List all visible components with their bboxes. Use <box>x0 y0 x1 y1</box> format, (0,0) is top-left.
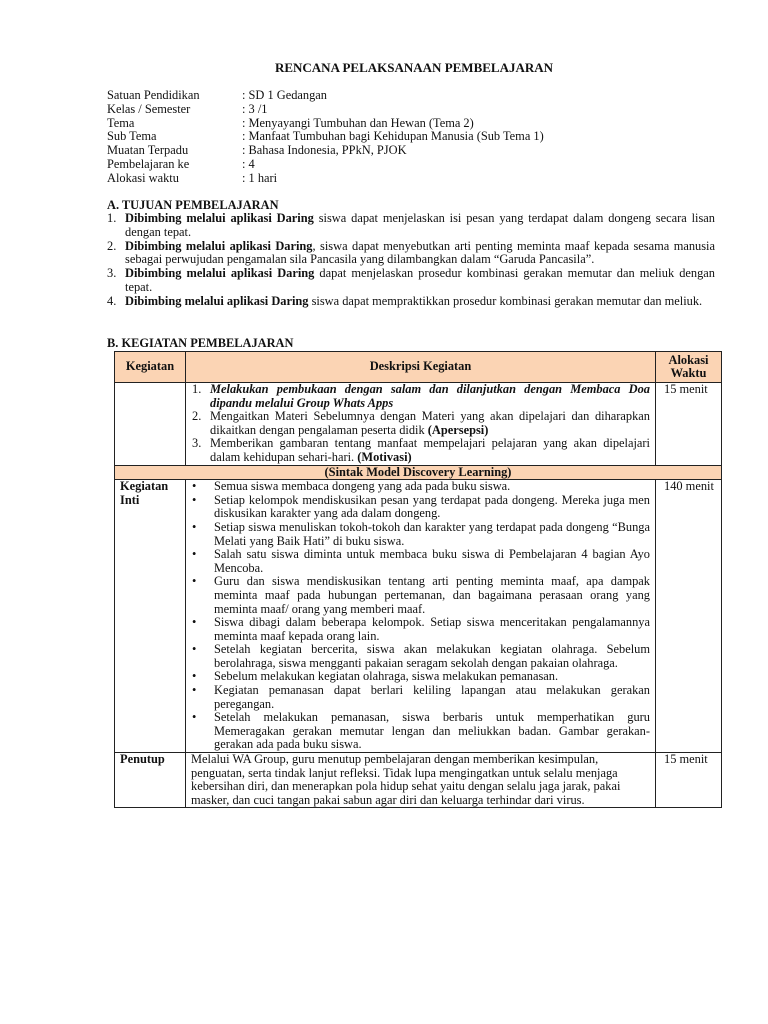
list-item <box>188 437 650 464</box>
item-text: Siswa dibagi dalam beberapa kelompok. Setiap siswa menceritakan pengalamannya meminta maaf kepada orang lain. <box>214 615 650 643</box>
bullet-icon: • <box>192 479 197 494</box>
core-activity-list <box>188 480 650 752</box>
item-number: 2. <box>107 238 117 253</box>
table-row <box>115 383 722 466</box>
row-label <box>115 383 186 466</box>
item-number: 4. <box>107 293 117 308</box>
list-item <box>107 267 715 295</box>
list-item <box>188 480 650 494</box>
bullet-icon: • <box>192 642 197 657</box>
bullet-icon: • <box>192 669 197 684</box>
bullet-icon: • <box>192 615 197 630</box>
info-row <box>107 158 544 172</box>
list-item <box>188 616 650 643</box>
activity-table <box>114 351 722 808</box>
item-text: Setelah kegiatan bercerita, siswa akan melakukan kegiatan olahraga. Sebelum berolahraga, siswa mengganti pakaian seragam sekolah dengan pakaian olahraga. <box>214 642 650 670</box>
list-item <box>188 643 650 670</box>
list-item <box>107 295 715 309</box>
info-value: : Manfaat Tumbuhan bagi Kehidupan Manusia (Sub Tema 1) <box>242 129 544 144</box>
list-item <box>107 240 715 268</box>
list-item <box>107 212 715 240</box>
list-item <box>188 684 650 711</box>
info-value: : SD 1 Gedangan <box>242 88 327 102</box>
info-label: Alokasi waktu <box>107 170 179 185</box>
page-title: RENCANA PELAKSANAAN PEMBELAJARAN <box>274 60 554 75</box>
info-label: Sub Tema <box>107 129 157 144</box>
item-body: siswa dapat mempraktikkan prosedur kombinasi gerakan memutar dan meliuk. <box>308 293 703 308</box>
bullet-icon: • <box>192 710 197 725</box>
item-body: Memberikan gambaran tentang manfaat mempelajari pelajaran yang akan dipelajari dalam kehidupan sehari-hari. <box>210 436 650 464</box>
sintak-label: (Sintak Model Discovery Learning) <box>115 465 722 480</box>
info-label: Kelas / Semester <box>107 101 191 116</box>
item-text: Semua siswa membaca dongeng yang ada pada buku siswa. <box>214 479 511 494</box>
row-description <box>186 383 656 466</box>
info-row <box>107 103 544 117</box>
bullet-icon: • <box>192 683 197 698</box>
item-text <box>210 410 650 437</box>
info-label: Pembelajaran ke <box>107 156 190 171</box>
table-header-row <box>115 352 722 383</box>
list-item <box>188 494 650 521</box>
list-item <box>188 575 650 616</box>
info-row <box>107 130 544 144</box>
opening-list <box>188 383 650 465</box>
row-description <box>186 480 656 753</box>
info-row <box>107 172 544 186</box>
info-value: : 3 /1 <box>242 101 268 116</box>
item-body: dapat menjelaskan prosedur kombinasi gerakan memutar dan meliuk dengan tepat. <box>125 266 715 294</box>
table-row <box>115 465 722 480</box>
header-alokasi: Alokasi Waktu <box>656 352 722 383</box>
info-row <box>107 117 544 131</box>
table-row <box>115 753 722 808</box>
table-row <box>115 480 722 753</box>
item-text: Sebelum melakukan kegiatan olahraga, siswa melakukan pemanasan. <box>214 669 559 684</box>
item-text <box>210 383 650 410</box>
item-text: Setiap kelompok mendiskusikan pesan yang terdapat pada dongeng. Mereka juga men diskusikan karakter yang ada dalam dongeng. <box>214 492 650 521</box>
objectives-list <box>107 212 715 309</box>
item-number: 3. <box>192 436 202 451</box>
item-number: 1. <box>107 211 117 225</box>
list-item <box>188 670 650 684</box>
item-emphasis: (Apersepsi) <box>427 422 489 437</box>
list-item <box>188 410 650 437</box>
list-item <box>188 548 650 575</box>
item-body: Mengaitkan Materi Sebelumnya dengan Materi yang akan dipelajari dan diharapkan dikaitkan dengan pengalaman peserta didik <box>210 409 650 437</box>
item-body: Melakukan pembukaan dengan salam dan dilanjutkan dengan Membaca Doa dipandu melalui Group Whats Apps <box>210 382 650 410</box>
row-description: Melalui WA Group, guru menutup pembelajaran dengan memberikan kesimpulan, penguatan, serta tindak lanjut refleksi. Tidak lupa mengingatkan untuk selalu menjaga kebersihan diri, dan menerapkan pola hidup sehat yaitu dengan selalu jaga jarak, pakai masker, dan cuci tangan pakai sabun agar diri dan keluarga terhindar dari virus. <box>186 753 656 808</box>
row-time: 15 menit <box>656 383 722 466</box>
info-row <box>107 144 544 158</box>
item-text: Kegiatan pemanasan dapat berlari keliling lapangan atau melakukan gerakan peregangan. <box>214 683 650 711</box>
section-b-heading: B. KEGIATAN PEMBELAJARAN <box>107 336 294 350</box>
item-text: Guru dan siswa mendiskusikan tentang arti penting meminta maaf, apa dampak meminta maaf pada hubungan pertemanan, dan bagaimana perasaan orang yang meminta maaf/ orang yang memberi maaf. <box>214 574 650 616</box>
info-value: : 1 hari <box>242 170 278 185</box>
info-label: Muatan Terpadu <box>107 143 189 158</box>
bullet-icon: • <box>192 547 197 562</box>
info-row <box>107 89 544 103</box>
identity-block <box>107 89 544 186</box>
item-emphasis: Dibimbing melalui aplikasi Daring <box>125 211 314 225</box>
row-time: 15 menit <box>656 753 722 808</box>
item-emphasis: Dibimbing melalui aplikasi Daring <box>125 238 313 253</box>
row-label: Penutup <box>115 753 186 808</box>
item-text <box>210 437 650 464</box>
item-emphasis: (Motivasi) <box>357 449 412 464</box>
info-value: : 4 <box>242 156 255 171</box>
item-body: , siswa dapat menyebutkan arti penting meminta maaf kepada sesama manusia sebagai perwujudan pengamalan sila Pancasila yang dilambangkan dalam “Garuda Pancasila”. <box>125 238 715 267</box>
list-item <box>188 711 650 752</box>
item-text <box>125 212 715 240</box>
row-label: Kegiatan Inti <box>115 480 186 753</box>
item-number: 2. <box>192 409 202 424</box>
header-kegiatan: Kegiatan <box>115 352 186 383</box>
list-item <box>188 521 650 548</box>
item-emphasis: Dibimbing melalui aplikasi Daring <box>125 266 315 281</box>
info-label: Tema <box>107 115 135 130</box>
item-text <box>125 267 715 295</box>
bullet-icon: • <box>192 519 197 534</box>
list-item <box>188 383 650 410</box>
item-number: 1. <box>192 382 202 396</box>
bullet-icon: • <box>192 574 197 589</box>
item-text: Salah satu siswa diminta untuk membaca buku siswa di Pembelajaran 4 bagian Ayo Mencoba. <box>214 547 650 575</box>
info-label: Satuan Pendidikan <box>107 88 200 102</box>
info-value: : Bahasa Indonesia, PPkN, PJOK <box>242 143 407 158</box>
row-time: 140 menit <box>656 480 722 753</box>
section-a-heading: A. TUJUAN PEMBELAJARAN <box>107 198 279 212</box>
item-text <box>125 240 715 268</box>
item-text: Setiap siswa menuliskan tokoh-tokoh dan karakter yang terdapat pada dongeng “Bunga Melati yang Baik Hati” di buku siswa. <box>214 519 650 548</box>
item-body: siswa dapat menjelaskan isi pesan yang terdapat dalam dongeng secara lisan dengan tepat. <box>125 211 715 239</box>
item-text: Setelah melakukan pemanasan, siswa berbaris untuk memperhatikan guru Memeragakan gerakan memutar lengan dan meliukkan badan. Gambar gerakan-gerakan ada pada buku siswa. <box>214 710 650 752</box>
header-deskripsi: Deskripsi Kegiatan <box>186 352 656 383</box>
item-text <box>125 295 715 309</box>
item-emphasis: Dibimbing melalui aplikasi Daring <box>125 293 309 308</box>
item-number: 3. <box>107 266 117 281</box>
info-value: : Menyayangi Tumbuhan dan Hewan (Tema 2) <box>242 115 474 130</box>
bullet-icon: • <box>192 492 197 507</box>
